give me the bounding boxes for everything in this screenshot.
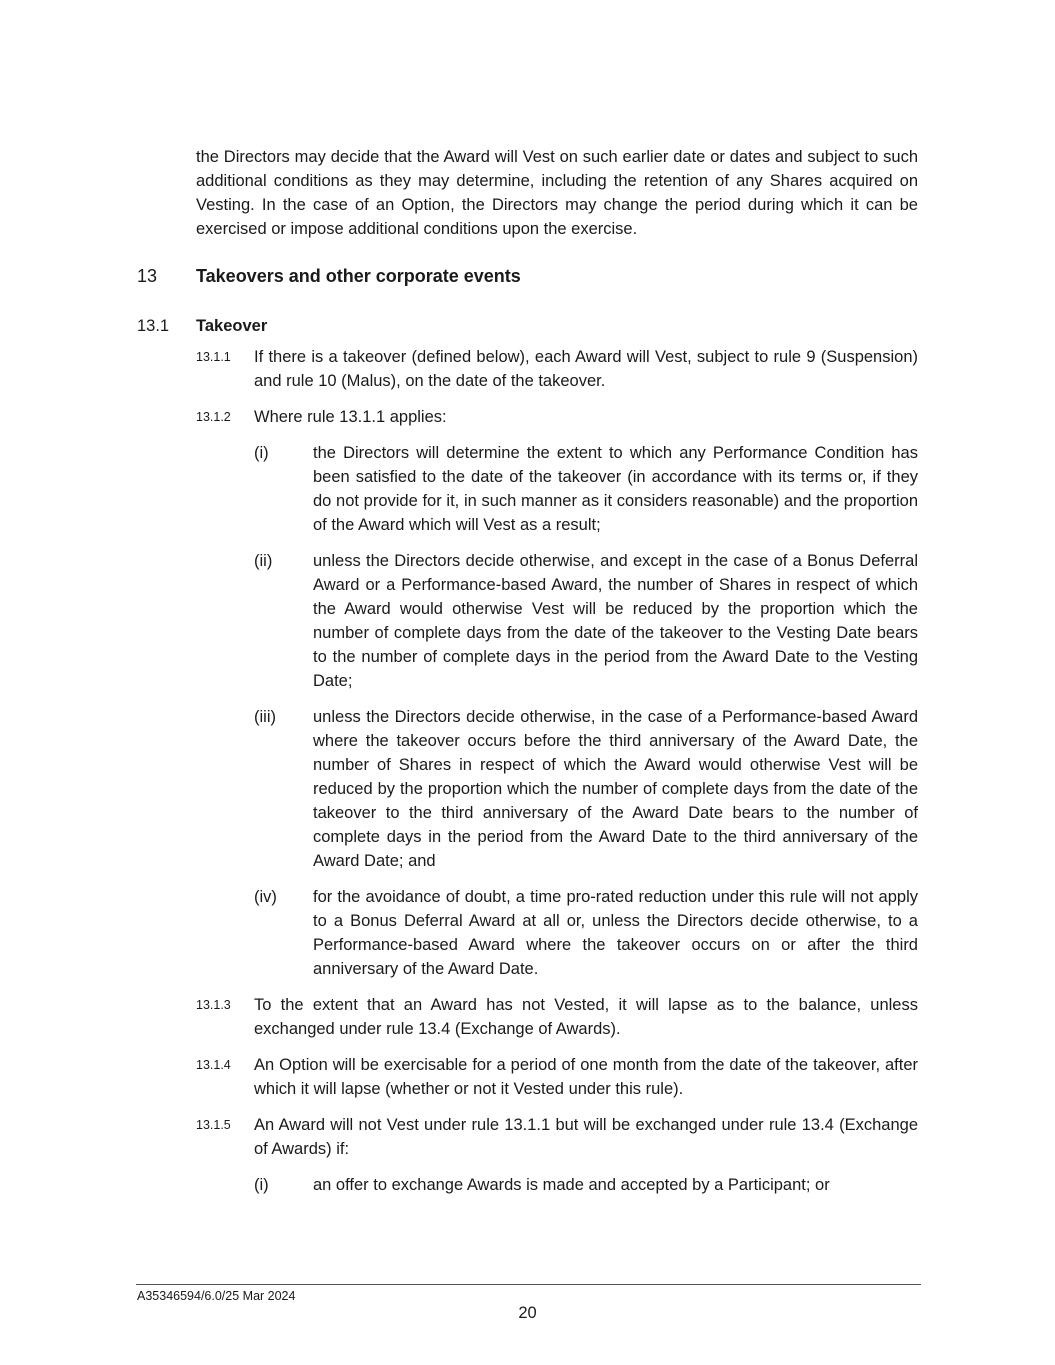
clause-number: 13.1.2 — [196, 410, 231, 424]
subsection-title: Takeover — [196, 317, 268, 335]
list-item-text: an offer to exchange Awards is made and accepted by a Participant; or — [313, 1176, 830, 1194]
intro-paragraph: the Directors may decide that the Award will Vest on such earlier date or dates and subject to such additional conditions as they may determine, including the retention of any Shares acquired on Vesting. In the case of an Option, the Directors may change the period during which it can be exercised or impose additional conditions upon the exercise. — [196, 148, 918, 238]
clause-number: 13.1.1 — [196, 350, 231, 364]
list-item-text: unless the Directors decide otherwise, and except in the case of a Bonus Deferral Award or a Performance-based Award, the number of Shares in respect of which the Award would otherwise Vest will be reduced by the proportion which the number of complete days from the date of the takeover to the Vesting Date bears to the number of complete days in the period from the Award Date to the Vesting Date; — [313, 552, 918, 690]
section-number: 13 — [137, 266, 158, 286]
clause-text: Where rule 13.1.1 applies: — [254, 408, 447, 426]
list-item-number: (ii) — [254, 552, 273, 570]
list-item-text: for the avoidance of doubt, a time pro-rated reduction under this rule will not apply to a Bonus Deferral Award at all or, unless the Directors decide otherwise, to a Performance-based Award where the takeover occurs on or after the third anniversary of the Award Date. — [313, 888, 918, 978]
list-item-text: unless the Directors decide otherwise, in the case of a Performance-based Award where the takeover occurs before the third anniversary of the Award Date, the number of Shares in respect of which the Award would otherwise Vest will be reduced by the proportion which the number of complete days from the date of the takeover to the third anniversary of the Award Date bears to the number of complete days in the period from the Award Date to the third anniversary of the Award Date; and — [313, 708, 918, 870]
clause-text: If there is a takeover (defined below), each Award will Vest, subject to rule 9 (Suspension) and rule 10 (Malus), on the date of the takeover. — [254, 348, 918, 390]
footer-reference: A35346594/6.0/25 Mar 2024 — [137, 1289, 296, 1303]
clause-number: 13.1.5 — [196, 1118, 231, 1132]
clause-number: 13.1.3 — [196, 998, 231, 1012]
clause-text: An Award will not Vest under rule 13.1.1 but will be exchanged under rule 13.4 (Exchange of Awards) if: — [254, 1116, 918, 1158]
footer-divider — [136, 1284, 921, 1285]
section-title: Takeovers and other corporate events — [196, 266, 521, 286]
clause-text: An Option will be exercisable for a period of one month from the date of the takeover, after which it will lapse (whether or not it Vested under this rule). — [254, 1056, 918, 1098]
list-item-number: (iv) — [254, 888, 277, 906]
page-number: 20 — [518, 1304, 537, 1322]
clause-text: To the extent that an Award has not Vested, it will lapse as to the balance, unless exchanged under rule 13.4 (Exchange of Awards). — [254, 996, 918, 1038]
subsection-number: 13.1 — [137, 317, 170, 335]
list-item-text: the Directors will determine the extent to which any Performance Condition has been satisfied to the date of the takeover (in accordance with its terms or, if they do not provide for it, in such manner as it considers reasonable) and the proportion of the Award which will Vest as a result; — [313, 444, 918, 534]
list-item-number: (iii) — [254, 708, 276, 726]
list-item-number: (i) — [254, 444, 269, 462]
list-item-number: (i) — [254, 1176, 269, 1194]
clause-number: 13.1.4 — [196, 1058, 231, 1072]
